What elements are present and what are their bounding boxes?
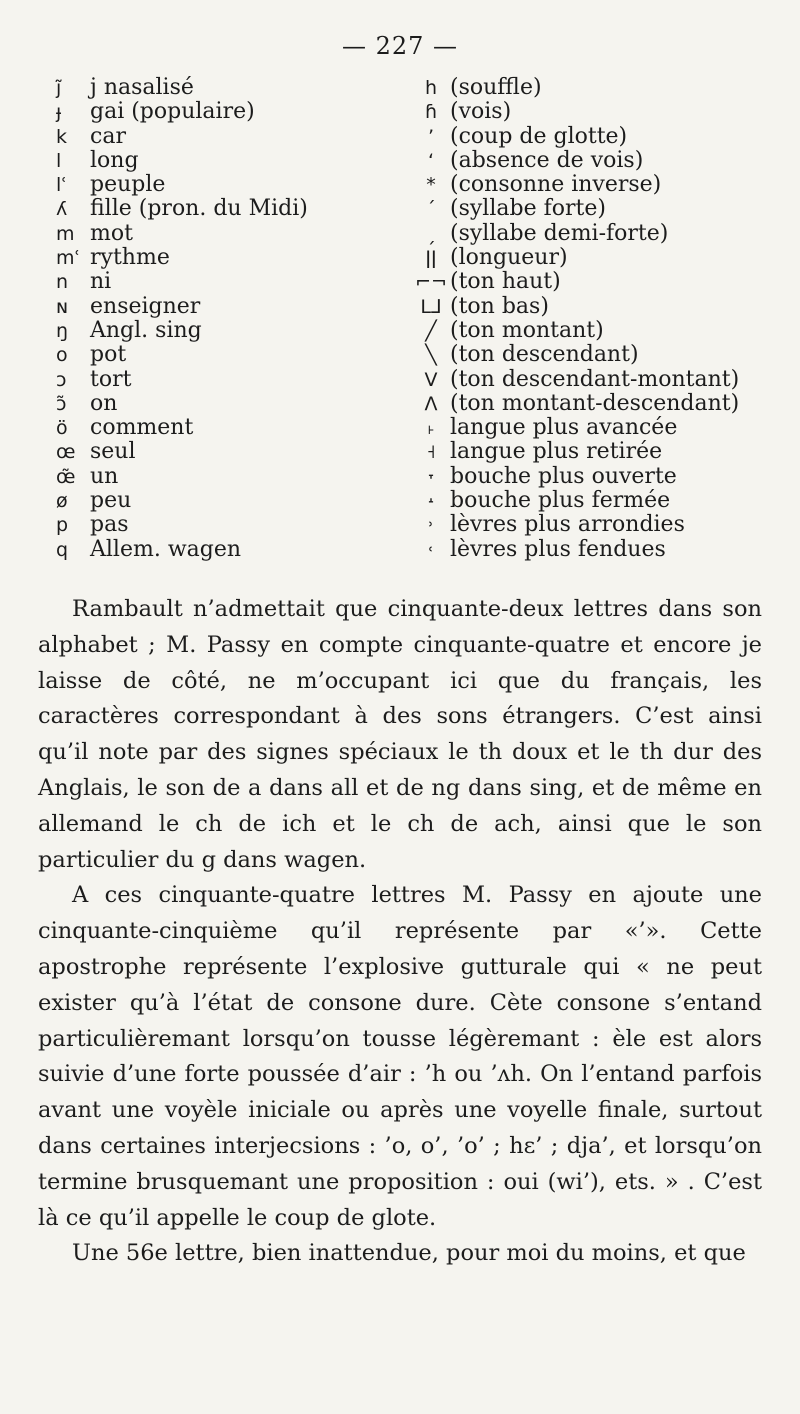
diacritic-symbol: *: [426, 174, 436, 197]
phonetic-symbol: k: [56, 125, 68, 148]
diacritic-symbol: ╱: [425, 319, 437, 342]
diacritic-symbol: L⅃: [420, 295, 442, 318]
diacritic-label: lèvres plus fendues: [450, 536, 666, 562]
symbol-row: [56, 538, 406, 562]
symbol-example: j nasalisé: [90, 75, 194, 100]
symbol-list-right: [412, 76, 782, 562]
diacritic-label: langue plus avancée: [450, 415, 678, 441]
diacritic-symbol: ╲: [425, 344, 437, 367]
diacritic-label: (consonne inverse): [450, 172, 662, 198]
symbol-example: fille (pron. du Midi): [90, 196, 308, 222]
symbol-row: [56, 489, 406, 513]
phonetic-symbol: œ: [56, 441, 76, 464]
symbol-example: peuple: [90, 172, 166, 198]
diacritic-symbol: ˔: [426, 490, 436, 513]
paragraph: Rambault n’admettait que cinquante-deux lettres dans son alphabet ; M. Passy en compte cinquante-quatre et encore je laisse de côté, ne m’occupant ici que du français, les caractères correspondant à des sons étrangers. C’est ainsi qu’il note par des signes spéciaux le th doux et le th dur des Anglais, le son de a dans all et de ng dans sing, et de même en allemand le ch de ich et le ch de ach, ainsi que le son particulier du g dans wagen.: [38, 596, 762, 873]
symbol-list-left: [56, 76, 406, 562]
diacritic-label: (ton descendant): [450, 342, 639, 368]
diacritic-symbol: ˫: [427, 417, 435, 440]
symbol-row: [56, 197, 406, 221]
symbol-example: pot: [90, 342, 127, 368]
symbol-row: [56, 392, 406, 416]
diacritic-row: [412, 125, 782, 149]
symbol-row: [56, 246, 406, 270]
symbol-row: [56, 295, 406, 319]
symbol-example: long: [90, 147, 139, 173]
symbol-row: [56, 125, 406, 149]
diacritic-symbol: Λ: [424, 392, 438, 415]
phonetic-symbol: ɟ: [56, 101, 62, 124]
diacritic-row: [412, 197, 782, 221]
phonetic-symbol: q: [56, 538, 69, 561]
symbol-row: [56, 100, 406, 124]
symbol-row: [56, 222, 406, 246]
phonetic-symbol: lʿ: [56, 174, 68, 197]
symbol-row: [56, 270, 406, 294]
phonetic-symbol: ö: [56, 417, 68, 440]
diacritic-row: [412, 513, 782, 537]
phonetic-symbol: ȷ̃: [56, 77, 62, 99]
diacritic-row: [412, 76, 782, 100]
diacritic-symbol: ˓: [428, 538, 434, 561]
body-text: [38, 592, 762, 1272]
diacritic-label: (ton montant): [450, 317, 604, 343]
phonetic-symbol: ŋ: [56, 319, 69, 342]
diacritic-symbol: ’: [427, 125, 435, 148]
symbol-example: peu: [90, 488, 132, 514]
symbol-example: enseigner: [90, 293, 201, 319]
symbol-example: on: [90, 390, 118, 416]
symbol-row: [56, 76, 406, 100]
symbol-row: [56, 173, 406, 197]
symbol-example: tort: [90, 366, 132, 392]
diacritic-label: (souffle): [450, 75, 542, 100]
phonetic-symbol: œ̃: [56, 465, 76, 488]
symbol-example: un: [90, 463, 119, 489]
diacritic-row: [412, 319, 782, 343]
symbol-example: ni: [90, 269, 112, 295]
diacritic-row: [412, 270, 782, 294]
diacritic-label: (ton montant-descendant): [450, 390, 740, 416]
diacritic-row: [412, 222, 782, 246]
diacritic-symbol: ɦ: [424, 101, 438, 124]
diacritic-label: bouche plus fermée: [450, 488, 671, 514]
diacritic-row: [412, 489, 782, 513]
diacritic-symbol: ˏ: [426, 222, 436, 245]
symbol-example: rythme: [90, 245, 170, 271]
diacritic-symbol: ⌐¬: [415, 271, 447, 294]
diacritic-row: [412, 343, 782, 367]
symbol-row: [56, 416, 406, 440]
diacritic-label: (syllabe forte): [450, 196, 606, 222]
diacritic-symbol: ǀǀ: [425, 247, 437, 270]
diacritic-label: lèvres plus arrondies: [450, 512, 685, 538]
symbol-row: [56, 368, 406, 392]
diacritic-label: (absence de vois): [450, 147, 644, 173]
symbol-example: pas: [90, 512, 129, 538]
symbol-example: mot: [90, 220, 133, 246]
diacritic-row: [412, 392, 782, 416]
symbol-row: [56, 343, 406, 367]
symbol-example: comment: [90, 415, 194, 441]
diacritic-label: langue plus retirée: [450, 439, 663, 465]
diacritic-label: (vois): [450, 99, 512, 125]
diacritic-symbol: h: [424, 77, 438, 99]
diacritic-symbol: ˕: [426, 465, 436, 488]
phonetic-symbol: n: [56, 271, 69, 294]
diacritic-row: [412, 538, 782, 562]
phonetic-symbol: m: [56, 222, 75, 245]
diacritic-label: (ton descendant-montant): [450, 366, 740, 392]
symbol-example: Angl. sing: [90, 317, 202, 343]
phonetic-symbol: l: [56, 149, 62, 172]
diacritic-symbol: V: [424, 368, 438, 391]
diacritic-symbol: ˧: [426, 441, 436, 464]
diacritic-row: [412, 246, 782, 270]
diacritic-row: [412, 440, 782, 464]
diacritic-symbol: ‘: [427, 149, 435, 172]
diacritic-symbol: ˒: [428, 514, 434, 537]
symbol-row: [56, 319, 406, 343]
diacritic-row: [412, 173, 782, 197]
diacritic-row: [412, 465, 782, 489]
diacritic-label: (syllabe demi-forte): [450, 220, 669, 246]
diacritic-label: (longueur): [450, 245, 568, 271]
phonetic-symbol: p: [56, 514, 69, 537]
diacritic-label: (coup de glotte): [450, 123, 628, 149]
diacritic-row: [412, 100, 782, 124]
phonetic-symbol: ɔ̃: [56, 392, 67, 415]
diacritic-row: [412, 368, 782, 392]
symbol-example: seul: [90, 439, 136, 465]
paragraph: A ces cinquante-quatre lettres M. Passy en ajoute une cinquante-cinquième qu’il représente par «’». Cette apostrophe représente l’explosive gutturale qui « ne peut exister qu’à l’état de consone dure. Cète consone s’entand particulièremant lorsqu’on tousse légèremant : èle est alors suivie d’une forte poussée d’air : ’h ou ’ʌh. On l’entand parfois avant une voyèle iniciale ou après une voyelle finale, surtout dans certaines interjecsions : ’o, o’, ’o’ ; hɛ’ ; dja’, et lorsqu’on termine brusquemant une proposition : oui (wi’), ets. » . C’est là ce qu’il appelle le coup de glote.: [38, 882, 762, 1231]
phonetic-symbol: ʎ: [56, 198, 68, 221]
phonetic-symbol: ø: [56, 490, 68, 513]
phonetic-symbol: ɴ: [56, 295, 69, 318]
diacritic-row: [412, 295, 782, 319]
symbol-row: [56, 440, 406, 464]
symbol-example: Allem. wagen: [90, 536, 242, 562]
diacritic-symbol: ˊ: [426, 198, 436, 221]
symbol-row: [56, 513, 406, 537]
diacritic-row: [412, 416, 782, 440]
symbol-row: [56, 465, 406, 489]
diacritic-label: (ton bas): [450, 293, 549, 319]
phonetic-symbol: ɔ: [56, 368, 67, 391]
diacritic-label: (ton haut): [450, 269, 561, 295]
phonetic-symbol: o: [56, 344, 68, 367]
diacritic-row: [412, 149, 782, 173]
symbol-example: gai (populaire): [90, 99, 255, 125]
symbol-example: car: [90, 123, 126, 149]
phonetic-symbol: mʿ: [56, 247, 81, 270]
diacritic-label: bouche plus ouverte: [450, 463, 677, 489]
page-number: — 227 —: [341, 32, 459, 60]
paragraph: Une 56e lettre, bien inattendue, pour moi du moins, et que: [72, 1240, 746, 1267]
symbol-row: [56, 149, 406, 173]
